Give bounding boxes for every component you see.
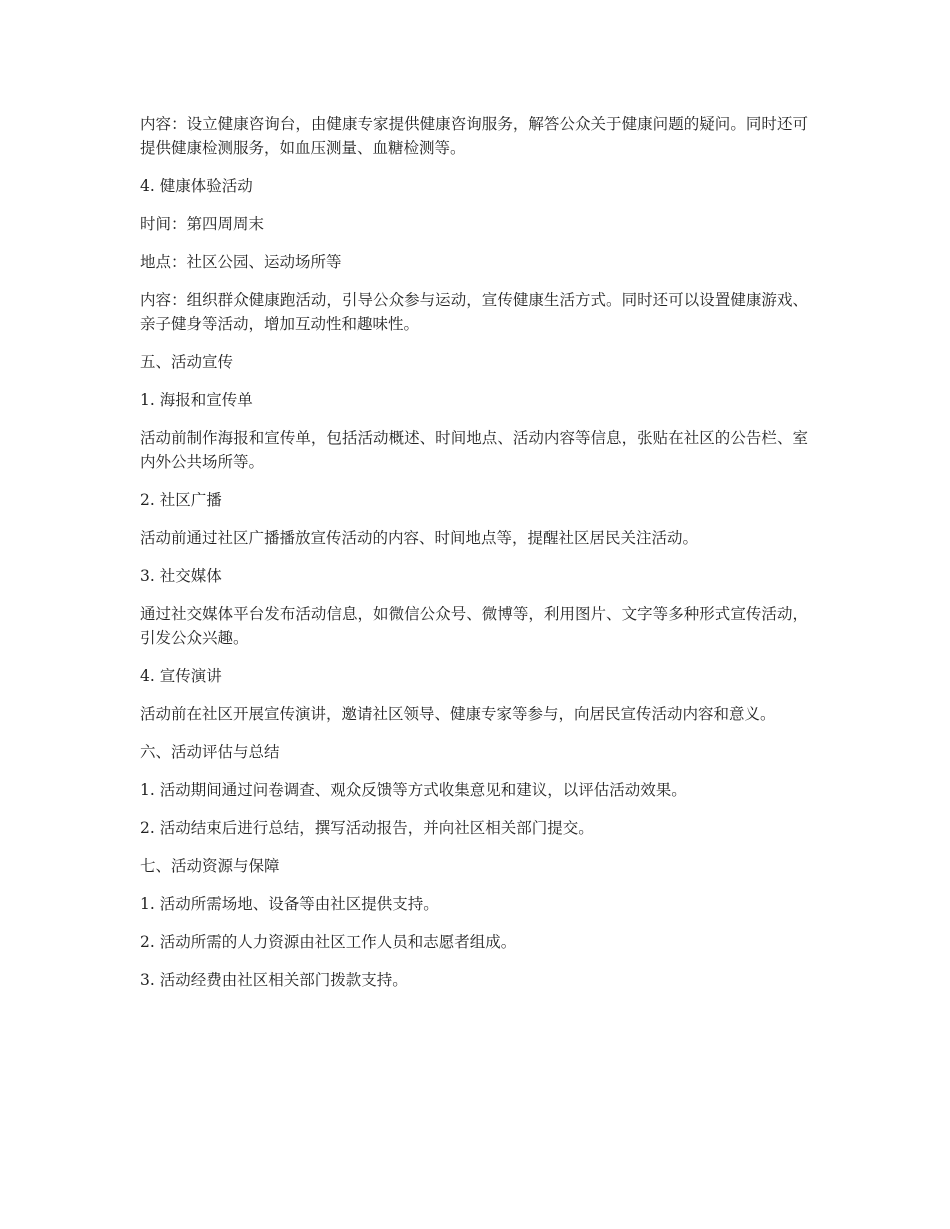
broadcast-heading: 2. 社区广播 <box>140 491 222 509</box>
experience-time-paragraph: 时间：第四周周末 <box>140 215 265 233</box>
health-experience-heading: 4. 健康体验活动 <box>140 177 253 195</box>
section-promotion-heading: 五、活动宣传 <box>140 353 234 371</box>
poster-heading: 1. 海报和宣传单 <box>140 391 253 409</box>
poster-paragraph: 活动前制作海报和宣传单，包括活动概述、时间地点、活动内容等信息，张贴在社区的公告栏、室内外公共场所等。 <box>140 429 808 471</box>
experience-content-paragraph: 内容：组织群众健康跑活动，引导公众参与运动，宣传健康生活方式。同时还可以设置健康游戏、亲子健身等活动，增加互动性和趣味性。 <box>140 291 808 333</box>
section-resources-heading: 七、活动资源与保障 <box>140 857 280 875</box>
speech-paragraph: 活动前在社区开展宣传演讲，邀请社区领导、健康专家等参与，向居民宣传活动内容和意义。 <box>140 705 776 723</box>
experience-location-paragraph: 地点：社区公园、运动场所等 <box>140 253 342 271</box>
resources-item-2: 2. 活动所需的人力资源由社区工作人员和志愿者组成。 <box>140 933 517 951</box>
consultation-content-paragraph: 内容：设立健康咨询台，由健康专家提供健康咨询服务，解答公众关于健康问题的疑问。同时还可提供健康检测服务，如血压测量、血糖检测等。 <box>140 115 808 157</box>
evaluation-item-2: 2. 活动结束后进行总结，撰写活动报告，并向社区相关部门提交。 <box>140 819 594 837</box>
evaluation-item-1: 1. 活动期间通过问卷调查、观众反馈等方式收集意见和建议，以评估活动效果。 <box>140 781 687 799</box>
broadcast-paragraph: 活动前通过社区广播播放宣传活动的内容、时间地点等，提醒社区居民关注活动。 <box>140 529 699 547</box>
resources-item-3: 3. 活动经费由社区相关部门拨款支持。 <box>140 971 408 989</box>
document-page <box>140 112 808 1006</box>
social-media-heading: 3. 社交媒体 <box>140 567 222 585</box>
social-media-paragraph: 通过社交媒体平台发布活动信息，如微信公众号、微博等，利用图片、文字等多种形式宣传活动，引发公众兴趣。 <box>140 605 808 647</box>
resources-item-1: 1. 活动所需场地、设备等由社区提供支持。 <box>140 895 439 913</box>
speech-heading: 4. 宣传演讲 <box>140 667 222 685</box>
section-evaluation-heading: 六、活动评估与总结 <box>140 743 280 761</box>
